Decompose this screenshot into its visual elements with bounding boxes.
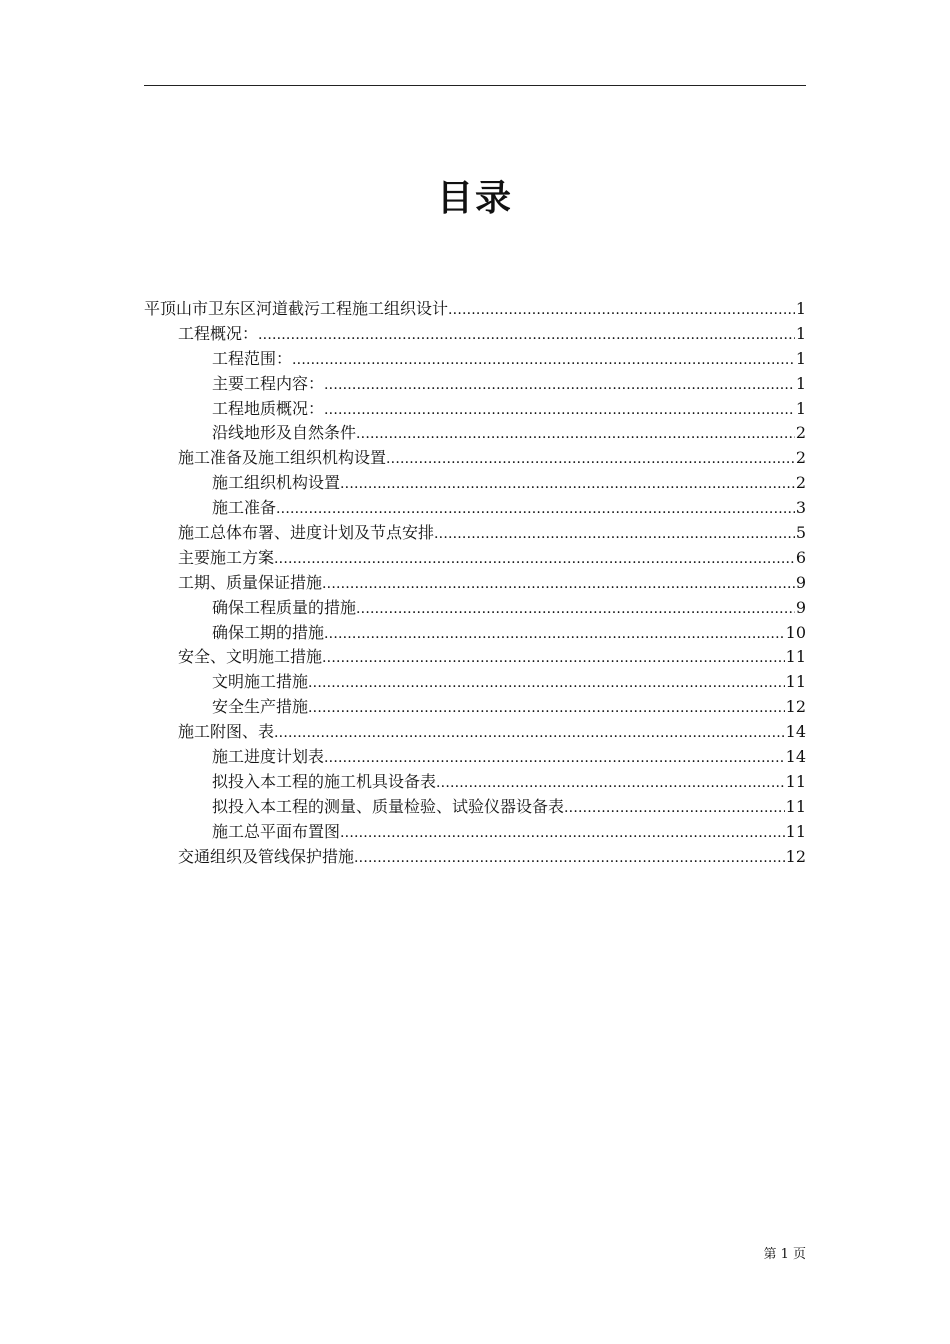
table-of-contents — [144, 297, 806, 869]
toc-entry-text: 施工总体布署、进度计划及节点安排 — [178, 523, 435, 543]
toc-entry-text: 交通组织及管线保护措施 — [178, 846, 355, 866]
toc-entry-text: 主要工程内容： — [212, 373, 325, 393]
toc-page-number: 1 — [795, 373, 806, 393]
toc-entry[interactable] — [144, 521, 806, 546]
toc-entry-text: 文明施工措施 — [212, 672, 309, 692]
toc-page-number: 11 — [785, 796, 806, 816]
toc-page-number: 11 — [785, 771, 806, 791]
toc-entry[interactable] — [144, 372, 806, 397]
toc-dot-leader — [274, 721, 785, 745]
toc-page-number: 9 — [795, 572, 806, 592]
toc-entry[interactable] — [144, 695, 806, 720]
toc-dot-leader — [340, 472, 795, 496]
toc-entry-text: 工程地质概况： — [212, 398, 325, 418]
toc-entry[interactable] — [144, 471, 806, 496]
toc-dot-leader — [564, 796, 785, 820]
toc-page-number: 1 — [795, 398, 806, 418]
toc-dot-leader — [434, 522, 795, 546]
toc-entry-text: 施工进度计划表 — [212, 747, 325, 767]
toc-entry-text: 沿线地形及自然条件 — [212, 423, 357, 443]
toc-dot-leader — [354, 846, 785, 870]
toc-entry[interactable] — [144, 596, 806, 621]
toc-entry[interactable] — [144, 322, 806, 347]
toc-dot-leader — [258, 323, 795, 347]
toc-dot-leader — [322, 646, 785, 670]
toc-dot-leader — [308, 671, 785, 695]
toc-entry[interactable] — [144, 795, 806, 820]
toc-dot-leader — [356, 597, 795, 621]
toc-entry-text: 施工准备及施工组织机构设置 — [178, 448, 387, 468]
toc-dot-leader — [322, 572, 795, 596]
toc-dot-leader — [324, 622, 785, 646]
toc-page-number: 6 — [795, 547, 806, 567]
toc-dot-leader — [340, 821, 785, 845]
toc-entry-text: 平顶山市卫东区河道截污工程施工组织设计 — [144, 299, 449, 318]
toc-entry-text: 工期、质量保证措施 — [178, 572, 323, 592]
toc-entry[interactable] — [144, 347, 806, 372]
toc-dot-leader — [274, 547, 795, 571]
toc-page-number: 12 — [785, 697, 806, 717]
page-number-footer: 第 1 页 — [763, 1247, 806, 1262]
toc-dot-leader — [448, 298, 795, 322]
toc-page-number: 9 — [795, 597, 806, 617]
toc-dot-leader — [292, 348, 795, 372]
toc-page-number: 10 — [785, 622, 806, 642]
toc-entry[interactable] — [144, 621, 806, 646]
toc-page-number: 11 — [785, 821, 806, 841]
toc-dot-leader — [324, 398, 795, 422]
toc-page-number: 14 — [785, 747, 806, 767]
toc-dot-leader — [436, 771, 785, 795]
toc-page-number: 11 — [785, 647, 806, 667]
toc-page-number: 1 — [795, 348, 806, 368]
page-title: 目录 — [436, 178, 513, 219]
toc-entry-text: 确保工程质量的措施 — [212, 597, 357, 617]
toc-page-number: 14 — [785, 722, 806, 742]
toc-page-number: 5 — [795, 523, 806, 543]
toc-page-number: 2 — [795, 473, 806, 493]
toc-entry[interactable] — [144, 745, 806, 770]
toc-page-number: 12 — [785, 846, 806, 866]
toc-dot-leader — [386, 447, 795, 471]
toc-dot-leader — [308, 696, 785, 720]
toc-entry-text: 施工附图、表 — [178, 722, 275, 742]
toc-entry-text: 工程概况： — [178, 323, 259, 343]
toc-entry-text: 拟投入本工程的测量、质量检验、试验仪器设备表 — [212, 796, 565, 816]
toc-entry[interactable] — [144, 571, 806, 596]
toc-dot-leader — [276, 497, 795, 521]
toc-entry-text: 工程范围： — [212, 348, 293, 368]
toc-dot-leader — [324, 746, 785, 770]
toc-entry[interactable] — [144, 720, 806, 745]
toc-entry-text: 施工组织机构设置 — [212, 473, 341, 493]
toc-page-number: 1 — [795, 299, 806, 318]
toc-page-number: 2 — [795, 448, 806, 468]
toc-entry[interactable] — [144, 397, 806, 422]
toc-entry-text: 施工准备 — [212, 498, 277, 518]
toc-entry-text: 拟投入本工程的施工机具设备表 — [212, 771, 437, 791]
toc-entry[interactable] — [144, 820, 806, 845]
toc-dot-leader — [356, 422, 795, 446]
toc-entry-text: 施工总平面布置图 — [212, 821, 341, 841]
toc-page-number: 2 — [795, 423, 806, 443]
toc-entry[interactable] — [144, 496, 806, 521]
toc-entry-text: 安全、文明施工措施 — [178, 647, 323, 667]
toc-entry[interactable] — [144, 546, 806, 571]
toc-entry[interactable] — [144, 770, 806, 795]
toc-entry-text: 主要施工方案 — [178, 547, 275, 567]
toc-entry[interactable] — [144, 297, 806, 322]
toc-page-number: 1 — [795, 323, 806, 343]
header-rule — [144, 85, 806, 86]
toc-entry[interactable] — [144, 670, 806, 695]
toc-dot-leader — [324, 373, 795, 397]
toc-page-number: 3 — [795, 498, 806, 518]
toc-page-number: 11 — [785, 672, 806, 692]
toc-entry[interactable] — [144, 446, 806, 471]
toc-entry-text: 确保工期的措施 — [212, 622, 325, 642]
toc-entry[interactable] — [144, 421, 806, 446]
toc-entry[interactable] — [144, 845, 806, 870]
toc-entry-text: 安全生产措施 — [212, 697, 309, 717]
toc-entry[interactable] — [144, 645, 806, 670]
